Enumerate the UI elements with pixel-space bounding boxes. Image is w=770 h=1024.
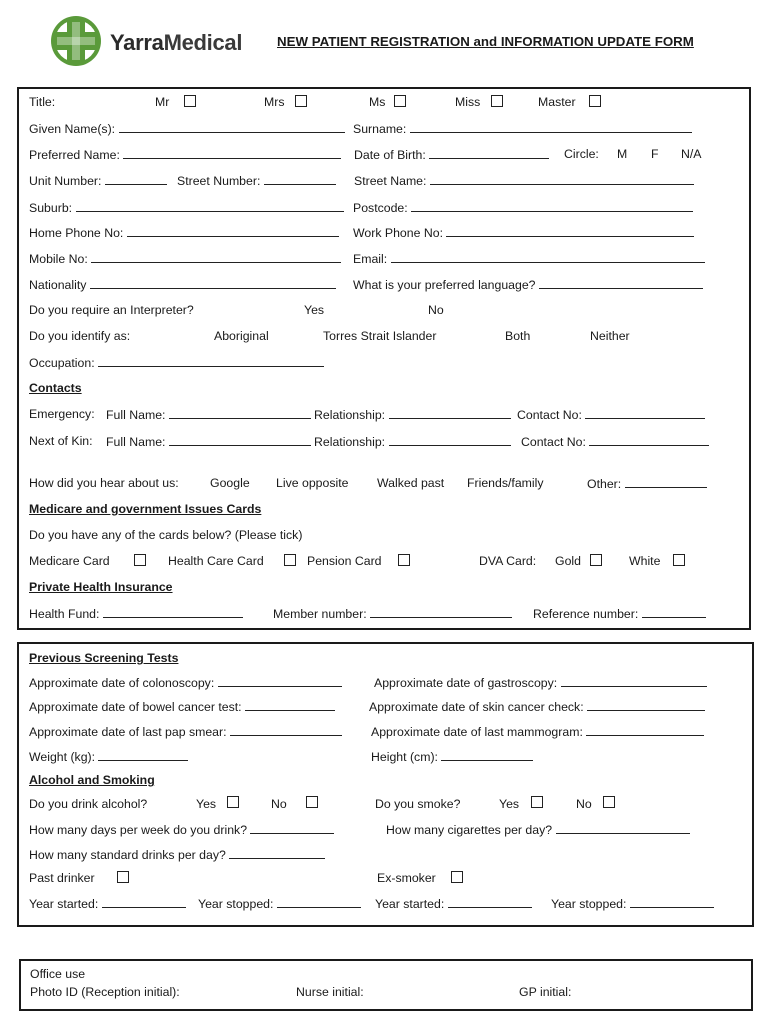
medicare-card-checkbox[interactable] bbox=[134, 554, 146, 566]
smoke-label: Do you smoke? bbox=[375, 797, 461, 811]
street-number-field[interactable] bbox=[264, 173, 336, 185]
member-number-label: Member number: bbox=[273, 607, 367, 621]
gp-initial-label: GP initial: bbox=[519, 985, 572, 999]
smoke-year-stopped-field[interactable] bbox=[630, 896, 714, 908]
interpreter-no-option[interactable]: No bbox=[428, 303, 444, 317]
dob-label: Date of Birth: bbox=[354, 148, 426, 162]
kin-contact-label: Contact No: bbox=[521, 435, 586, 449]
next-of-kin-label: Next of Kin: bbox=[29, 434, 93, 448]
drink-yes-label: Yes bbox=[196, 797, 217, 811]
photo-id-label: Photo ID (Reception initial): bbox=[30, 985, 180, 999]
interpreter-yes-option[interactable]: Yes bbox=[304, 303, 325, 317]
identify-label: Do you identify as: bbox=[29, 329, 131, 343]
nationality-field[interactable] bbox=[90, 277, 336, 289]
bowel-test-label: Approximate date of bowel cancer test: bbox=[29, 700, 242, 714]
reference-number-field[interactable] bbox=[642, 606, 706, 618]
logo bbox=[48, 14, 104, 68]
smoke-year-stopped-label: Year stopped: bbox=[551, 897, 627, 911]
colonoscopy-field[interactable] bbox=[218, 675, 342, 687]
contacts-heading: Contacts bbox=[29, 381, 82, 395]
title-mrs-checkbox[interactable] bbox=[295, 95, 307, 107]
occupation-field[interactable] bbox=[98, 355, 324, 367]
street-name-field[interactable] bbox=[430, 173, 694, 185]
health-care-card-label: Health Care Card bbox=[168, 554, 264, 568]
dva-card-label: DVA Card: bbox=[479, 554, 537, 568]
work-phone-field[interactable] bbox=[446, 225, 694, 237]
emergency-full-name-field[interactable] bbox=[169, 407, 311, 419]
street-name-label: Street Name: bbox=[354, 174, 427, 188]
dva-white-label: White bbox=[629, 554, 661, 568]
suburb-field[interactable] bbox=[76, 200, 344, 212]
smoke-no-label: No bbox=[576, 797, 592, 811]
title-mr-label: Mr bbox=[155, 95, 170, 109]
postcode-field[interactable] bbox=[411, 200, 693, 212]
cigarettes-field[interactable] bbox=[556, 822, 690, 834]
gender-circle-label: Circle: bbox=[564, 147, 599, 161]
alcohol-heading: Alcohol and Smoking bbox=[29, 773, 155, 787]
title-master-label: Master bbox=[538, 95, 576, 109]
nationality-label: Nationality bbox=[29, 278, 87, 292]
office-use-heading: Office use bbox=[30, 967, 86, 981]
weight-field[interactable] bbox=[98, 749, 188, 761]
unit-number-label: Unit Number: bbox=[29, 174, 102, 188]
smoke-yes-checkbox[interactable] bbox=[531, 796, 543, 808]
kin-relationship-label: Relationship: bbox=[314, 435, 386, 449]
drink-days-field[interactable] bbox=[250, 822, 334, 834]
identify-neither-option[interactable]: Neither bbox=[590, 329, 630, 343]
identify-aboriginal-option[interactable]: Aboriginal bbox=[214, 329, 269, 343]
nurse-initial-label: Nurse initial: bbox=[296, 985, 364, 999]
mobile-label: Mobile No: bbox=[29, 252, 88, 266]
insurance-heading: Private Health Insurance bbox=[29, 580, 173, 594]
pap-smear-field[interactable] bbox=[230, 724, 342, 736]
member-number-field[interactable] bbox=[370, 606, 512, 618]
ex-smoker-label: Ex-smoker bbox=[377, 871, 436, 885]
logo-cross-icon bbox=[48, 14, 104, 68]
brand-name-part2: Medical bbox=[163, 30, 243, 55]
title-ms-label: Ms bbox=[369, 95, 386, 109]
drink-no-label: No bbox=[271, 797, 287, 811]
given-name-field[interactable] bbox=[119, 121, 345, 133]
smoke-year-started-label: Year started: bbox=[375, 897, 445, 911]
drink-no-checkbox[interactable] bbox=[306, 796, 318, 808]
emergency-relationship-label: Relationship: bbox=[314, 408, 386, 422]
drink-year-stopped-field[interactable] bbox=[277, 896, 361, 908]
health-fund-label: Health Fund: bbox=[29, 607, 100, 621]
unit-number-field[interactable] bbox=[105, 173, 167, 185]
language-label: What is your preferred language? bbox=[353, 278, 536, 292]
interpreter-label: Do you require an Interpreter? bbox=[29, 303, 194, 317]
gender-f-option[interactable]: F bbox=[651, 147, 659, 161]
height-field[interactable] bbox=[441, 749, 533, 761]
dva-gold-checkbox[interactable] bbox=[590, 554, 602, 566]
identify-both-option[interactable]: Both bbox=[505, 329, 531, 343]
home-phone-field[interactable] bbox=[127, 225, 339, 237]
hear-other-field[interactable] bbox=[625, 476, 707, 488]
title-miss-checkbox[interactable] bbox=[491, 95, 503, 107]
preferred-name-label: Preferred Name: bbox=[29, 148, 120, 162]
cards-question: Do you have any of the cards below? (Please tick) bbox=[29, 528, 303, 542]
title-master-checkbox[interactable] bbox=[589, 95, 601, 107]
drink-days-label: How many days per week do you drink? bbox=[29, 823, 248, 837]
hear-google-option[interactable]: Google bbox=[210, 476, 250, 490]
title-ms-checkbox[interactable] bbox=[394, 95, 406, 107]
emergency-relationship-field[interactable] bbox=[389, 407, 511, 419]
weight-label: Weight (kg): bbox=[29, 750, 96, 764]
smoke-no-checkbox[interactable] bbox=[603, 796, 615, 808]
home-phone-label: Home Phone No: bbox=[29, 226, 124, 240]
dva-white-checkbox[interactable] bbox=[673, 554, 685, 566]
screening-heading: Previous Screening Tests bbox=[29, 651, 179, 665]
gender-na-option[interactable]: N/A bbox=[681, 147, 702, 161]
kin-full-name-field[interactable] bbox=[169, 434, 311, 446]
street-number-label: Street Number: bbox=[177, 174, 261, 188]
drink-alcohol-label: Do you drink alcohol? bbox=[29, 797, 148, 811]
emergency-contact-label: Contact No: bbox=[517, 408, 582, 422]
ex-smoker-checkbox[interactable] bbox=[451, 871, 463, 883]
pension-card-label: Pension Card bbox=[307, 554, 382, 568]
health-care-card-checkbox[interactable] bbox=[284, 554, 296, 566]
dva-gold-label: Gold bbox=[555, 554, 581, 568]
drink-year-stopped-label: Year stopped: bbox=[198, 897, 274, 911]
emergency-full-name-label: Full Name: bbox=[106, 408, 166, 422]
skin-check-label: Approximate date of skin cancer check: bbox=[369, 700, 584, 714]
reference-number-label: Reference number: bbox=[533, 607, 639, 621]
email-field[interactable] bbox=[391, 251, 705, 263]
kin-contact-field[interactable] bbox=[589, 434, 709, 446]
title-mr-checkbox[interactable] bbox=[184, 95, 196, 107]
standard-drinks-label: How many standard drinks per day? bbox=[29, 848, 226, 862]
cigarettes-label: How many cigarettes per day? bbox=[386, 823, 553, 837]
pension-card-checkbox[interactable] bbox=[398, 554, 410, 566]
hear-live-opposite-option[interactable]: Live opposite bbox=[276, 476, 349, 490]
height-label: Height (cm): bbox=[371, 750, 438, 764]
drink-yes-checkbox[interactable] bbox=[227, 796, 239, 808]
mobile-field[interactable] bbox=[91, 251, 341, 263]
standard-drinks-field[interactable] bbox=[229, 847, 325, 859]
surname-field[interactable] bbox=[410, 121, 692, 133]
kin-relationship-field[interactable] bbox=[389, 434, 511, 446]
surname-label: Surname: bbox=[353, 122, 407, 136]
smoke-year-started-field[interactable] bbox=[448, 896, 532, 908]
emergency-label: Emergency: bbox=[29, 407, 95, 421]
colonoscopy-label: Approximate date of colonoscopy: bbox=[29, 676, 215, 690]
language-field[interactable] bbox=[539, 277, 703, 289]
preferred-name-field[interactable] bbox=[123, 147, 341, 159]
title-miss-label: Miss bbox=[455, 95, 481, 109]
work-phone-label: Work Phone No: bbox=[353, 226, 443, 240]
suburb-label: Suburb: bbox=[29, 201, 73, 215]
kin-full-name-label: Full Name: bbox=[106, 435, 166, 449]
drink-year-started-label: Year started: bbox=[29, 897, 99, 911]
bowel-test-field[interactable] bbox=[245, 699, 335, 711]
medicare-card-label: Medicare Card bbox=[29, 554, 110, 568]
hear-walked-past-option[interactable]: Walked past bbox=[377, 476, 445, 490]
gender-m-option[interactable]: M bbox=[617, 147, 628, 161]
brand-name bbox=[110, 30, 242, 56]
mammogram-field[interactable] bbox=[586, 724, 704, 736]
skin-check-field[interactable] bbox=[587, 699, 705, 711]
past-drinker-label: Past drinker bbox=[29, 871, 95, 885]
brand-name-part1: Yarra bbox=[110, 30, 164, 55]
past-drinker-checkbox[interactable] bbox=[117, 871, 129, 883]
pap-smear-label: Approximate date of last pap smear: bbox=[29, 725, 227, 739]
emergency-contact-field[interactable] bbox=[585, 407, 705, 419]
mammogram-label: Approximate date of last mammogram: bbox=[371, 725, 583, 739]
occupation-label: Occupation: bbox=[29, 356, 95, 370]
email-label: Email: bbox=[353, 252, 388, 266]
gastroscopy-field[interactable] bbox=[561, 675, 707, 687]
dob-field[interactable] bbox=[429, 147, 549, 159]
health-fund-field[interactable] bbox=[103, 606, 243, 618]
title-label: Title: bbox=[29, 95, 56, 109]
hear-other-label: Other: bbox=[587, 477, 622, 491]
hear-friends-option[interactable]: Friends/family bbox=[467, 476, 544, 490]
gastroscopy-label: Approximate date of gastroscopy: bbox=[374, 676, 558, 690]
given-name-label: Given Name(s): bbox=[29, 122, 116, 136]
identify-tsi-option[interactable]: Torres Strait Islander bbox=[323, 329, 437, 343]
title-mrs-label: Mrs bbox=[264, 95, 285, 109]
postcode-label: Postcode: bbox=[353, 201, 408, 215]
cards-heading: Medicare and government Issues Cards bbox=[29, 502, 262, 516]
hear-about-label: How did you hear about us: bbox=[29, 476, 179, 490]
smoke-yes-label: Yes bbox=[499, 797, 520, 811]
drink-year-started-field[interactable] bbox=[102, 896, 186, 908]
form-title: NEW PATIENT REGISTRATION and INFORMATION UPDATE FORM bbox=[277, 34, 694, 49]
